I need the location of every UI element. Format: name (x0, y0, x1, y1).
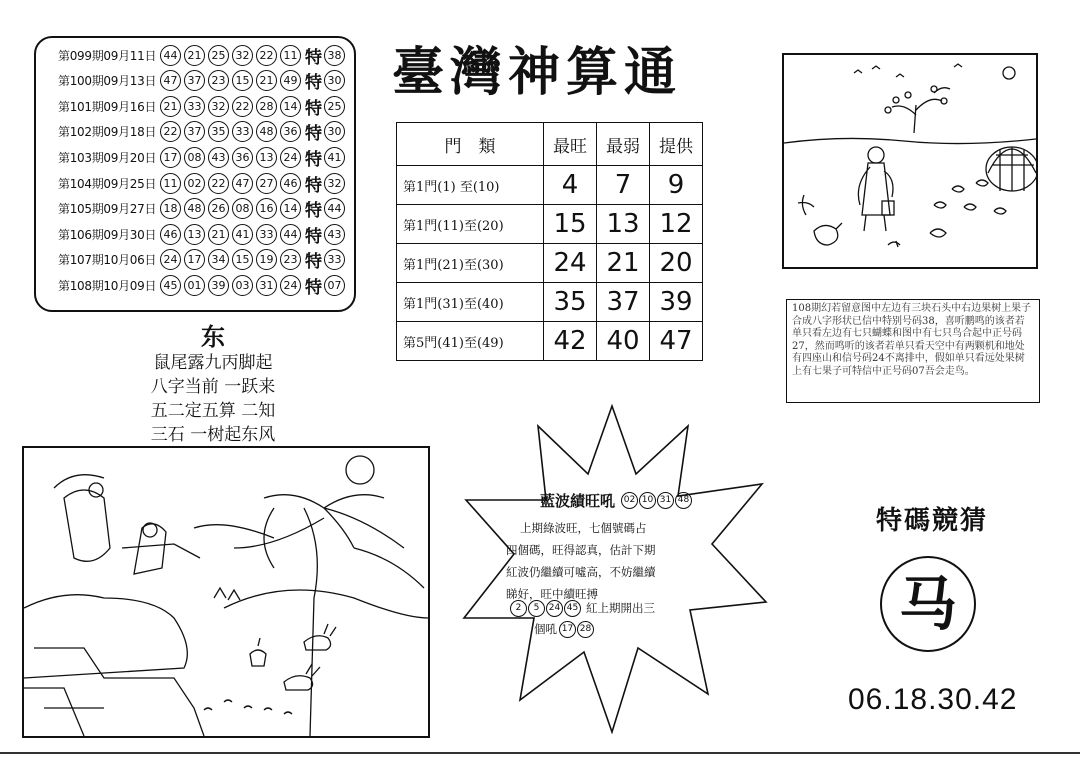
number-ball: 17 (160, 147, 181, 168)
value-cell: 12 (650, 205, 703, 244)
bottom-divider (0, 752, 1080, 754)
number-ball: 22 (208, 173, 229, 194)
number-ball: 13 (256, 147, 277, 168)
special-number-ball: 32 (324, 173, 345, 194)
number-ball: 39 (208, 275, 229, 296)
page-title: 臺灣神算通 (392, 42, 683, 103)
special-label: 特 (305, 175, 322, 196)
number-ball: 31 (256, 275, 277, 296)
number-ball: 21 (208, 224, 229, 245)
range-label: 第1門(1) 至(10) (397, 166, 544, 205)
special-number-ball: 07 (324, 275, 345, 296)
number-ball: 34 (208, 249, 229, 270)
range-label: 第1門(21)至(30) (397, 244, 544, 283)
number-ball: 16 (256, 198, 277, 219)
number-ball: 28 (577, 621, 594, 638)
star-heading-row (540, 490, 693, 511)
special-number-ball: 38 (324, 45, 345, 66)
hunters-rabbits-illustration (22, 446, 430, 738)
number-ball: 47 (160, 70, 181, 91)
table-row (397, 205, 703, 244)
number-ball: 46 (280, 173, 301, 194)
special-number-ball: 44 (324, 198, 345, 219)
special-number-ball: 30 (324, 121, 345, 142)
number-ball: 24 (160, 249, 181, 270)
number-ball: 17 (559, 621, 576, 638)
special-guess-title: 特碼競猜 (876, 506, 989, 536)
history-row (58, 223, 348, 245)
number-ball: 31 (657, 492, 674, 509)
special-label: 特 (305, 149, 322, 170)
number-ball: 35 (208, 121, 229, 142)
number-ball: 45 (564, 600, 581, 617)
period-label: 第102期09月18日 (58, 125, 157, 140)
number-ball: 03 (232, 275, 253, 296)
table-row (397, 322, 703, 361)
special-number-ball: 30 (324, 70, 345, 91)
number-ball: 46 (160, 224, 181, 245)
number-ball: 44 (160, 45, 181, 66)
table-header-category: 門 類 (397, 123, 544, 166)
number-ball: 41 (232, 224, 253, 245)
value-cell: 39 (650, 283, 703, 322)
special-label: 特 (305, 47, 322, 68)
special-label: 特 (305, 201, 322, 222)
number-ball: 33 (184, 96, 205, 117)
special-label: 特 (305, 73, 322, 94)
value-cell: 7 (597, 166, 650, 205)
number-ball: 49 (280, 70, 301, 91)
table-header-coldest: 最弱 (597, 123, 650, 166)
poem-line: 五二定五算 二知 (150, 401, 276, 421)
star-text-line: 四個碼，旺得認真，估計下期 (506, 543, 656, 557)
number-ball: 18 (160, 198, 181, 219)
number-ball: 21 (256, 70, 277, 91)
period-label: 第099期09月11日 (58, 48, 157, 63)
range-label: 第5門(41)至(49) (397, 322, 544, 361)
recommended-numbers: 06.18.30.42 (848, 683, 1018, 716)
farmer-chickens-illustration (782, 53, 1038, 269)
number-ball: 21 (184, 45, 205, 66)
star-text-line: 上期綠波旺，七個號碼占 (520, 521, 647, 535)
poem-heading: 东 (201, 322, 225, 351)
table-row (397, 244, 703, 283)
number-ball: 15 (232, 249, 253, 270)
number-ball: 28 (256, 96, 277, 117)
value-cell: 21 (597, 244, 650, 283)
number-ball: 22 (160, 121, 181, 142)
table-row (397, 283, 703, 322)
number-ball: 02 (184, 173, 205, 194)
number-ball: 19 (256, 249, 277, 270)
history-row (58, 146, 348, 168)
value-cell: 20 (650, 244, 703, 283)
value-cell: 40 (597, 322, 650, 361)
number-ball: 33 (232, 121, 253, 142)
number-ball: 11 (280, 45, 301, 66)
star-text-line: 睇好，旺中續旺搏 (506, 587, 598, 601)
table-header-offer: 提供 (650, 123, 703, 166)
number-ball: 22 (256, 45, 277, 66)
star-bottom-row (510, 598, 655, 619)
number-ball: 21 (160, 96, 181, 117)
number-ball: 25 (208, 45, 229, 66)
range-label: 第1門(11)至(20) (397, 205, 544, 244)
table-header-row (397, 123, 703, 166)
special-label: 特 (305, 226, 322, 247)
number-ball: 24 (280, 147, 301, 168)
number-ball: 02 (621, 492, 638, 509)
special-number-ball: 25 (324, 96, 345, 117)
value-cell: 4 (544, 166, 597, 205)
special-label: 特 (305, 277, 322, 298)
number-ball: 10 (639, 492, 656, 509)
value-cell: 15 (544, 205, 597, 244)
period-label: 第108期10月09日 (58, 278, 157, 293)
table-header-hottest: 最旺 (544, 123, 597, 166)
number-ball: 24 (546, 600, 563, 617)
hint-description-box: 108期幻若留意图中左边有三块石头中右边果树上果子合成八字形状已信中特别号码38，喜听鹏鸣的该者若单只看左边有七只蝴蝶和图中有七只鸟合起中正号码27，然而鸣听的该者若单只看天空中有两颗机和地处有四座山和信号码24不离排中，假如单只看远处果树上有七果子可特信中正号码07吾会走鸟。 (786, 299, 1040, 403)
number-ball: 17 (184, 249, 205, 270)
number-ball: 23 (280, 249, 301, 270)
star-burst-panel (462, 404, 768, 734)
number-ball: 11 (160, 173, 181, 194)
number-ball: 08 (184, 147, 205, 168)
number-ball: 01 (184, 275, 205, 296)
zodiac-guess-circle: 马 (880, 556, 976, 652)
number-ball: 36 (232, 147, 253, 168)
star-text-line: 紅波仍繼續可噓高，不妨繼續 (506, 565, 656, 579)
number-ball: 45 (160, 275, 181, 296)
special-label: 特 (305, 98, 322, 119)
number-ball: 33 (256, 224, 277, 245)
period-label: 第106期09月30日 (58, 227, 157, 242)
period-label: 第105期09月27日 (58, 202, 157, 217)
number-ball: 47 (232, 173, 253, 194)
number-ball: 27 (256, 173, 277, 194)
value-cell: 24 (544, 244, 597, 283)
history-row (58, 249, 348, 271)
poem-line: 鼠尾露九丙脚起 (153, 353, 273, 373)
table-row (397, 166, 703, 205)
history-row (58, 70, 348, 92)
history-row (58, 44, 348, 66)
poem-line: 八字当前 一跃来 (150, 377, 276, 397)
special-label: 特 (305, 252, 322, 273)
value-cell: 35 (544, 283, 597, 322)
number-range-table (396, 122, 703, 361)
hunters-illustration-drawing (24, 448, 428, 736)
farmer-illustration-drawing (784, 55, 1036, 267)
value-cell: 9 (650, 166, 703, 205)
period-label: 第107期10月06日 (58, 253, 157, 268)
number-ball: 15 (232, 70, 253, 91)
period-label: 第104期09月25日 (58, 176, 157, 191)
value-cell: 47 (650, 322, 703, 361)
number-ball: 44 (280, 224, 301, 245)
range-label: 第1門(31)至(40) (397, 283, 544, 322)
number-ball: 24 (280, 275, 301, 296)
number-ball: 26 (208, 198, 229, 219)
poem-line: 三石 一树起东风 (150, 425, 276, 445)
number-ball: 13 (184, 224, 205, 245)
number-ball: 5 (528, 600, 545, 617)
number-ball: 32 (208, 96, 229, 117)
number-ball: 23 (208, 70, 229, 91)
special-number-ball: 41 (324, 147, 345, 168)
number-ball: 14 (280, 198, 301, 219)
history-results-box (34, 36, 356, 312)
number-ball: 37 (184, 121, 205, 142)
number-ball: 36 (280, 121, 301, 142)
history-row (58, 95, 348, 117)
star-last-row (534, 619, 595, 640)
period-label: 第101期09月16日 (58, 99, 157, 114)
number-ball: 48 (184, 198, 205, 219)
number-ball: 2 (510, 600, 527, 617)
history-row (58, 198, 348, 220)
period-label: 第103期09月20日 (58, 150, 157, 165)
value-cell: 37 (597, 283, 650, 322)
number-ball: 37 (184, 70, 205, 91)
special-number-ball: 43 (324, 224, 345, 245)
number-ball: 14 (280, 96, 301, 117)
number-ball: 32 (232, 45, 253, 66)
special-label: 特 (305, 124, 322, 145)
history-row (58, 172, 348, 194)
star-bottom-text: 紅上期開出三 (586, 601, 655, 615)
value-cell: 42 (544, 322, 597, 361)
number-ball: 22 (232, 96, 253, 117)
period-label: 第100期09月13日 (58, 74, 157, 89)
number-ball: 43 (208, 147, 229, 168)
history-row (58, 274, 348, 296)
star-last-prefix: 個吼 (534, 622, 557, 636)
value-cell: 13 (597, 205, 650, 244)
number-ball: 08 (232, 198, 253, 219)
history-row (58, 121, 348, 143)
star-heading: 藍波績旺吼 (540, 492, 616, 510)
number-ball: 48 (256, 121, 277, 142)
special-number-ball: 33 (324, 249, 345, 270)
number-ball: 48 (675, 492, 692, 509)
